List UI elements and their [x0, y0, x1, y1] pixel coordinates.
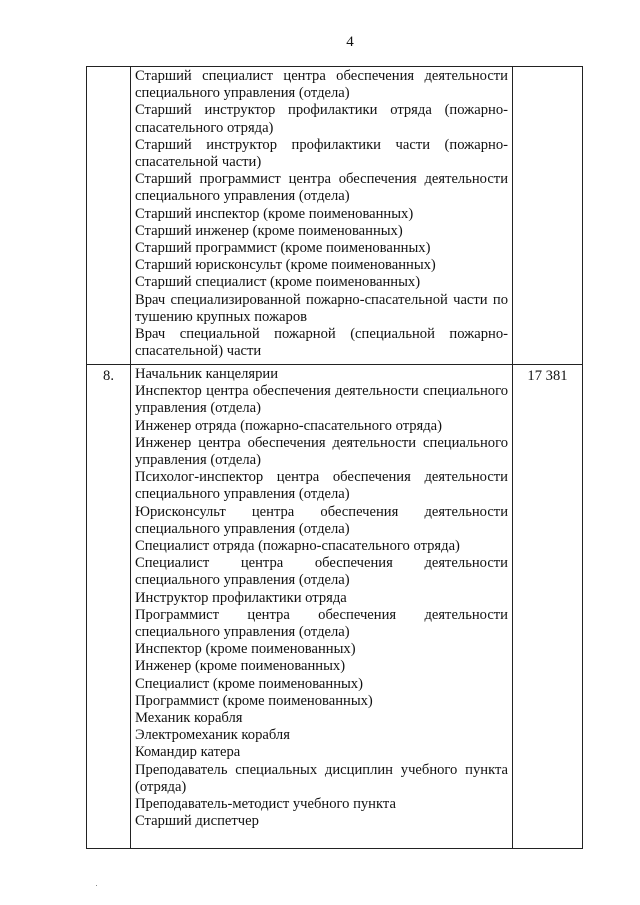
position-item: Специалист отряда (пожарно-спасательного отряда)	[135, 538, 460, 555]
position-item: Юрисконсульт центра обеспечения деятельности специального управления (отдела)	[135, 503, 508, 537]
position-item: Старший программист (кроме поименованных)	[135, 240, 431, 257]
position-item: Старший диспетчер	[135, 813, 259, 830]
position-item: Старший инструктор профилактики части (пожарно-спасательной части)	[135, 136, 508, 171]
row-number	[87, 67, 130, 70]
positions-list-cell	[131, 67, 513, 365]
row-number: 8.	[103, 368, 114, 384]
positions-table	[86, 66, 583, 849]
position-item: Врач специализированной пожарно-спасательной части по тушению крупных пожаров	[135, 291, 508, 325]
position-item: Старший программист центра обеспечения деятельности специального управления (отдела)	[135, 171, 508, 205]
position-item: Командир катера	[135, 744, 241, 761]
salary-cell	[513, 67, 583, 365]
page-number: 4	[346, 34, 354, 50]
position-item: Преподаватель специальных дисциплин учебного пункта (отряда)	[135, 761, 508, 795]
position-item: Специалист центра обеспечения деятельности специального управления (отдела)	[135, 555, 508, 589]
position-item: Старший инженер (кроме поименованных)	[135, 222, 403, 239]
position-item: Психолог-инспектор центра обеспечения деятельности специального управления (отдела)	[135, 469, 508, 503]
position-item: Инструктор профилактики отряда	[135, 589, 347, 606]
position-item: Старший специалист центра обеспечения деятельности специального управления (отдела)	[135, 68, 508, 102]
salary-value	[513, 67, 582, 70]
position-item: Инспектор (кроме поименованных)	[135, 641, 356, 658]
position-item: Начальник канцелярии	[135, 366, 279, 382]
position-item: Инженер (кроме поименованных)	[135, 658, 346, 675]
table-row	[87, 365, 583, 849]
position-item: Старший специалист (кроме поименованных)	[135, 274, 421, 291]
position-item: Электромеханик корабля	[135, 727, 290, 744]
position-item: Инженер отряда (пожарно-спасательного отряда)	[135, 417, 443, 434]
position-item: Старший инспектор (кроме поименованных)	[135, 205, 414, 222]
position-item: Врач специальной пожарной (специальной пожарно-спасательной) части	[135, 326, 508, 360]
position-item: Программист (кроме поименованных)	[135, 692, 373, 709]
row-number-cell	[87, 67, 131, 365]
position-item: Программист центра обеспечения деятельности специального управления (отдела)	[135, 606, 508, 641]
position-item: Старший юрисконсульт (кроме поименованных)	[135, 257, 436, 274]
position-item: Инспектор центра обеспечения деятельности специального управления (отдела)	[135, 383, 508, 417]
row-number-cell	[87, 365, 131, 849]
position-item: Специалист (кроме поименованных)	[135, 675, 363, 692]
position-item: Старший инструктор профилактики отряда (пожарно-спасательного отряда)	[135, 102, 508, 136]
position-item: Преподаватель-методист учебного пункта	[135, 796, 396, 813]
position-item: Механик корабля	[135, 710, 243, 727]
positions-list-cell	[131, 365, 513, 849]
salary-cell	[513, 365, 583, 849]
scan-artifact	[96, 885, 97, 886]
salary-value: 17 381	[527, 368, 568, 384]
table-row	[87, 67, 583, 365]
position-item: Инженер центра обеспечения деятельности специального управления (отдела)	[135, 434, 508, 469]
